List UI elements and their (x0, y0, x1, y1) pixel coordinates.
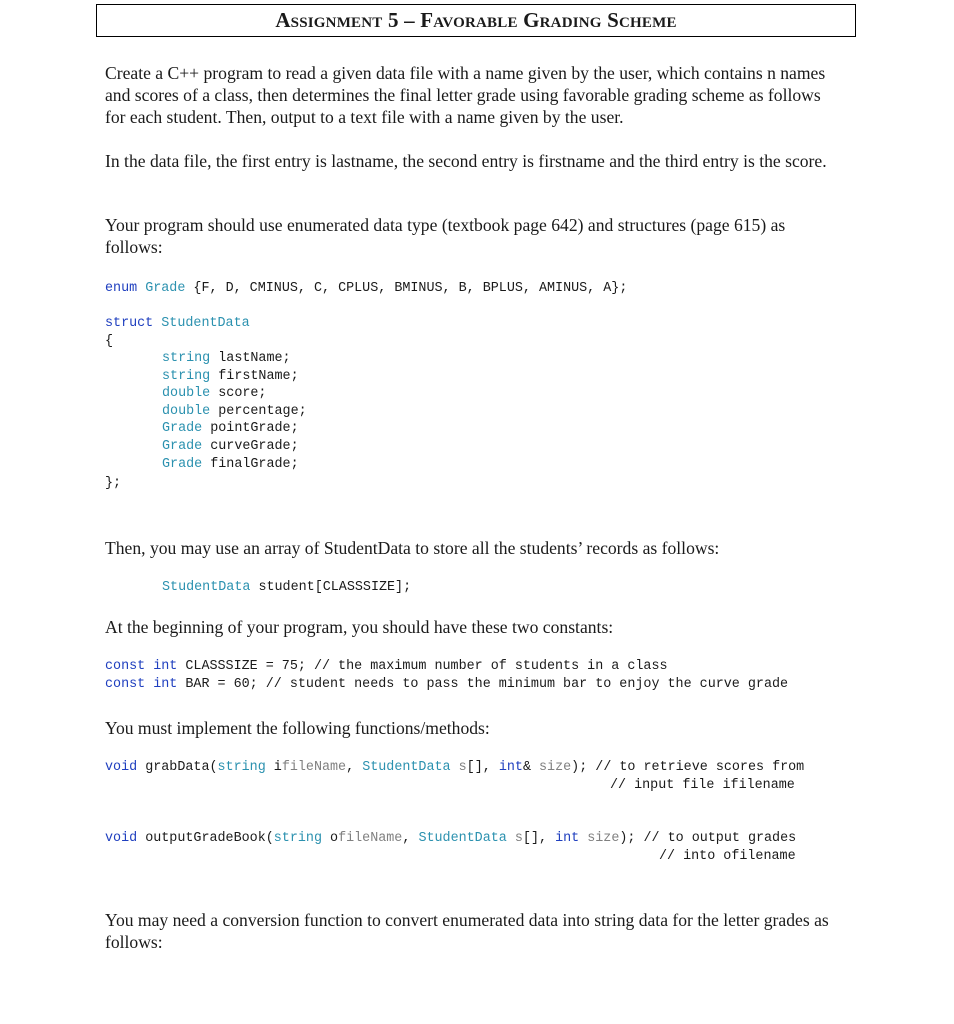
struct-close-brace: }; (105, 476, 122, 491)
enum-body: {F, D, CMINUS, C, CPLUS, BMINUS, B, BPLUS, AMINUS, A}; (185, 281, 628, 296)
struct-field: double percentage; (162, 403, 307, 419)
grabdata-signature: void grabData(string ifileName, StudentData s[], int& size); // to retrieve scores from (105, 760, 805, 775)
enum-declaration (105, 280, 627, 298)
struct-keyword: struct (105, 316, 154, 331)
struct-field: Grade curveGrade; (162, 438, 299, 454)
outputgradebook-signature: void outputGradeBook(string ofileName, StudentData s[], int size); // to output grades (105, 831, 797, 846)
enum-type: Grade (145, 281, 186, 296)
conversion-paragraph: You may need a conversion function to convert enumerated data into string data for the letter grades as follows: (105, 910, 829, 952)
array-declaration (162, 579, 411, 597)
functions-paragraph: You must implement the following functions/methods: (105, 718, 490, 738)
struct-field: string lastName; (162, 351, 291, 366)
const-classsize: const int CLASSSIZE = 75; // the maximum number of students in a class (105, 659, 668, 674)
intro-paragraph: Create a C++ program to read a given data file with a name given by the user, which contains n names and scores of a class, then determines the final letter grade using favorable grading scheme as follows for each student. Then, output to a text file with a name given by the user. (105, 63, 826, 127)
array-decl: student[CLASSSIZE]; (250, 580, 412, 595)
const-bar: const int BAR = 60; // student needs to pass the minimum bar to enjoy the curve grade (105, 677, 789, 692)
struct-name: StudentData (161, 316, 250, 331)
struct-field: Grade pointGrade; (162, 421, 299, 437)
struct-open-brace: { (105, 334, 114, 349)
data-file-paragraph: In the data file, the first entry is lastname, the second entry is firstname and the third entry is the score. (105, 151, 827, 171)
types-paragraph: Your program should use enumerated data type (textbook page 642) and structures (page 615) as follows: (105, 215, 786, 257)
array-type: StudentData (162, 580, 251, 595)
grabdata-comment: // input file ifilename (610, 778, 795, 793)
constants-paragraph: At the beginning of your program, you should have these two constants: (105, 617, 614, 637)
enum-keyword: enum (105, 281, 138, 296)
struct-field: string firstName; (162, 368, 299, 384)
struct-field: Grade finalGrade; (162, 456, 299, 472)
struct-field: double score; (162, 386, 267, 402)
assignment-title: Assignment 5 – Favorable Grading Scheme (96, 4, 856, 37)
outputgradebook-comment: // into ofilename (659, 849, 796, 864)
array-paragraph: Then, you may use an array of StudentData to store all the students’ records as follows: (105, 538, 720, 558)
struct-fields (162, 350, 307, 473)
struct-header (105, 315, 250, 333)
